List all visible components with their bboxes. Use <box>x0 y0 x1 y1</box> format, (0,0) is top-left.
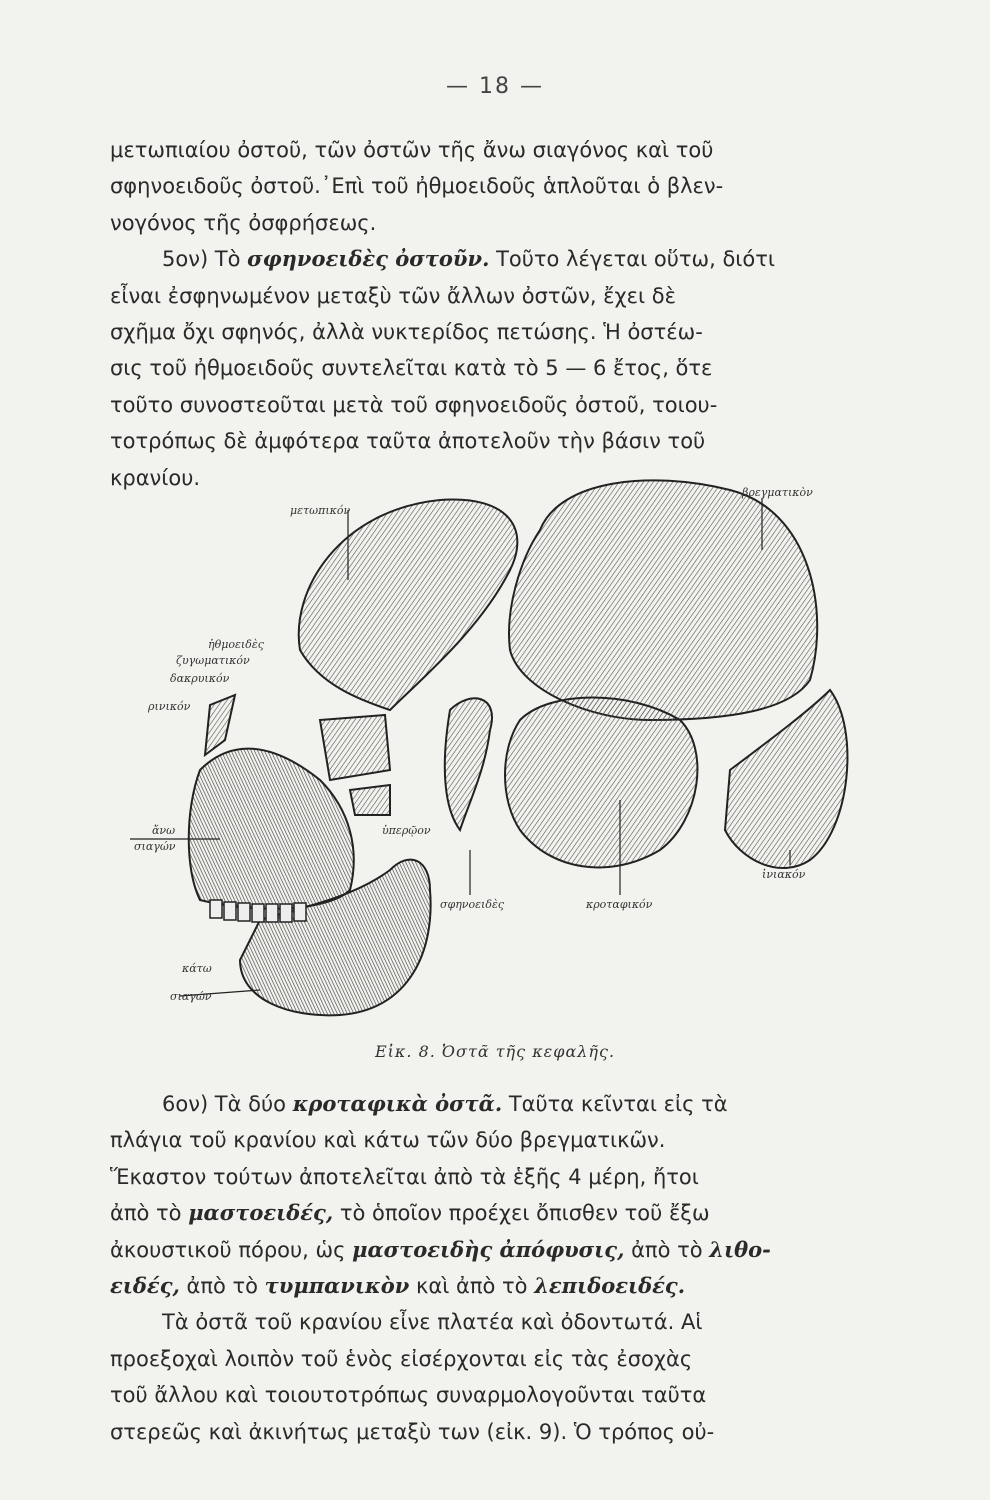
text-line: τοτρόπως δὲ ἀμφότερα ταῦτα ἀποτελοῦν τὴν βάσιν τοῦ <box>110 429 706 454</box>
label-palatine: ὑπερῷον <box>382 824 431 837</box>
label-ethmoid: ἠθμοειδὲς <box>208 638 264 651</box>
page-number: — 18 — <box>446 74 544 99</box>
text-line: Τὰ ὀστᾶ τοῦ κρανίου εἶνε πλατέα καὶ ὀδοντωτά. Αἱ <box>162 1310 703 1335</box>
text-line: σφηνοειδοῦς ὀστοῦ.᾿Επὶ τοῦ ἠθμοειδοῦς ἁπλοῦται ὁ βλεν- <box>110 174 724 199</box>
text-fragment: Τοῦτο λέγεται οὕτω, διότι <box>489 247 776 272</box>
label-nasal: ρινικόν <box>148 700 191 713</box>
label-zygomatic: ζυγωματικόν <box>176 654 250 667</box>
text-line: εἶναι ἐσφηνωμένον μεταξὺ τῶν ἄλλων ὀστῶν, ἔχει δὲ <box>110 283 676 308</box>
text-fragment: καὶ ἀπὸ τὸ <box>409 1274 535 1299</box>
text-line: τοῦτο συνοστεοῦται μετὰ τοῦ σφηνοειδοῦς ὀστοῦ, τοιου- <box>110 392 718 417</box>
text-line: πλάγια τοῦ κρανίου καὶ κάτω τῶν δύο βρεγματικῶν. <box>110 1128 666 1153</box>
label-parietal: βρεγματικὸν <box>742 486 813 499</box>
text-line: σις τοῦ ἠθμοειδοῦς συντελεῖται κατὰ τὸ 5 — 6 ἔτος, ὅτε <box>110 356 713 381</box>
text-line <box>110 1086 876 1122</box>
text-line: τοῦ ἄλλου καὶ τοιουτοτρόπως συναρμολογοῦνται ταῦτα <box>110 1383 707 1408</box>
section-number: 5ον) Τὸ <box>162 247 248 272</box>
skull-bones-figure <box>90 470 890 1030</box>
term-petrous-end: ειδές, <box>110 1273 180 1299</box>
skull-illustration <box>90 470 890 1030</box>
text-fragment: ἀπὸ τὸ <box>624 1237 710 1262</box>
section-number: 6ον) Τὰ δύο <box>162 1092 293 1116</box>
label-frontal: μετωπικόν <box>290 504 351 517</box>
paragraph-sphenoid <box>110 132 876 496</box>
text-fragment: Ταῦτα κεῖνται εἰς τὰ <box>502 1092 728 1116</box>
label-lacrimal: δακρυικόν <box>170 672 230 685</box>
text-fragment: ἀπὸ τὸ <box>110 1201 189 1226</box>
text-line: νογόνος τῆς ὀσφρήσεως. <box>110 210 377 235</box>
text-line: σχῆμα ὄχι σφηνός, ἀλλὰ νυκτερίδος πετώσης. Ἡ ὀστέω- <box>110 320 703 345</box>
term-tympanic: τυμπανικὸν <box>264 1273 410 1299</box>
term-mastoid-process: μαστοειδὴς ἀπόφυσις, <box>352 1236 625 1262</box>
text-line: στερεῶς καὶ ἀκινήτως μεταξὺ των (εἰκ. 9). Ὁ τρόπος οὐ- <box>110 1419 715 1444</box>
text-line: μετωπιαίου ὀστοῦ, τῶν ὀστῶν τῆς ἄνω σιαγόνος καὶ τοῦ <box>110 138 714 162</box>
text-fragment: ἀκουστικοῦ πόρου, ὡς <box>110 1237 353 1262</box>
text-line: κρανίου. <box>110 465 201 490</box>
label-upper: ἄνω <box>152 824 176 837</box>
label-occipital: ἰνιακόν <box>762 868 806 881</box>
label-jaw-upper: σιαγών <box>134 840 176 853</box>
label-lower: κάτω <box>182 962 212 975</box>
text-fragment: ἀπὸ τὸ <box>179 1274 265 1299</box>
text-line: προεξοχαὶ λοιπὸν τοῦ ἑνὸς εἰσέρχονται εἰς τὰς ἐσοχὰς <box>110 1346 693 1371</box>
label-temporal: κροταφικόν <box>586 898 653 911</box>
figure-caption: Εἰκ. 8. Ὀστᾶ τῆς κεφαλῆς. <box>374 1042 616 1061</box>
text-line <box>110 241 876 277</box>
term-petrous: λιθο- <box>709 1236 771 1262</box>
text-line <box>110 1232 876 1268</box>
text-fragment: τὸ ὁποῖον προέχει ὄπισθεν τοῦ ἔξω <box>333 1201 710 1226</box>
term-squamous: λεπιδοειδές. <box>534 1273 686 1299</box>
term-sphenoid: σφηνοειδὲς ὀστοῦν. <box>247 246 490 272</box>
label-jaw-lower: σιαγών <box>170 990 212 1003</box>
term-mastoid: μαστοειδές, <box>188 1200 334 1226</box>
paragraph-temporal <box>110 1086 876 1450</box>
text-line: Ἕκαστον τούτων ἀποτελεῖται ἀπὸ τὰ ἑξῆς 4 μέρη, ἤτοι <box>110 1164 699 1189</box>
label-sphenoid: σφηνοειδὲς <box>440 898 505 911</box>
text-line <box>110 1268 876 1304</box>
text-line <box>110 1195 876 1231</box>
term-temporal: κροταφικὰ ὀστᾶ. <box>292 1091 503 1116</box>
